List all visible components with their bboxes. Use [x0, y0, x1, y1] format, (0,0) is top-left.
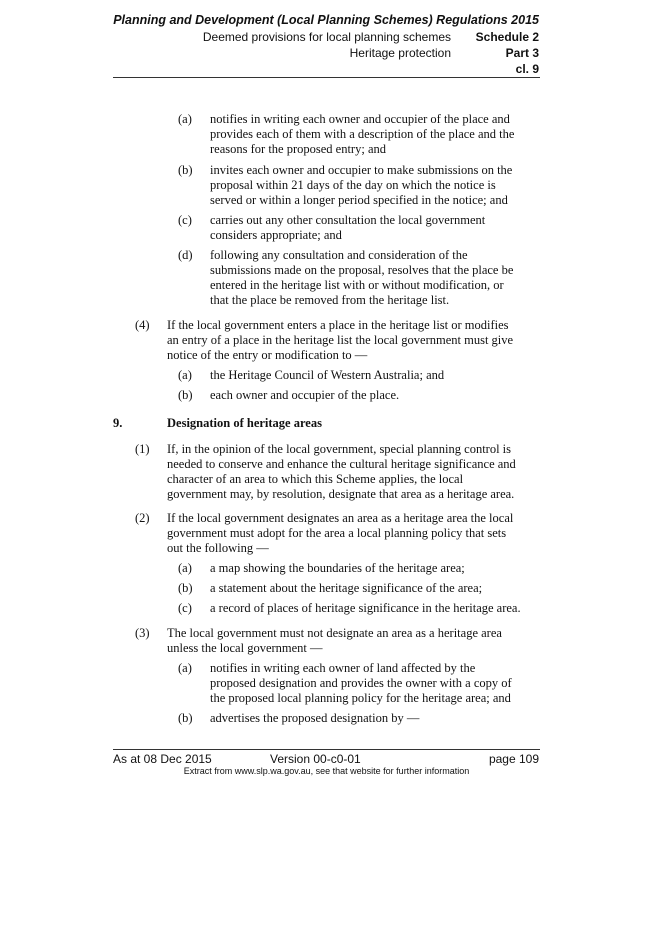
text-line: invites each owner and occupier to make submissions on the: [210, 163, 513, 177]
text-line: following any consultation and consideration of the: [210, 248, 468, 262]
footer-version: Version 00-c0-01: [270, 752, 361, 766]
item-label: (b): [178, 388, 193, 402]
text-line: notice of the entry or modification to —: [167, 348, 368, 362]
text-line: submissions made on the proposal, resolves that the place be: [210, 263, 514, 277]
section-title: Designation of heritage areas: [167, 416, 322, 430]
text-line: carries out any other consultation the local government: [210, 213, 486, 227]
subclause-label: (3): [135, 626, 150, 640]
section-number: 9.: [113, 416, 123, 430]
footer-rule: [113, 749, 540, 750]
subclause-text: [167, 626, 547, 656]
item-text: each owner and occupier of the place.: [210, 388, 400, 402]
text-line: If the local government designates an area as a heritage area the local: [167, 511, 514, 525]
footer-page-number: page 109: [488, 752, 539, 766]
item-text: [210, 711, 545, 726]
text-line: government may, by resolution, designate that area as a heritage area.: [167, 487, 515, 501]
text-line: advertises the proposed designation by —: [210, 711, 420, 725]
subclause-label: (2): [135, 511, 150, 525]
text-line: proposed designation and provides the owner with a copy of: [210, 676, 512, 690]
text-line: out the following —: [167, 541, 269, 555]
text-line: notifies in writing each owner and occupier of the place and: [210, 112, 510, 126]
header-rule: [113, 77, 540, 78]
subclause-text: [167, 511, 547, 556]
text-line: served or within a longer period specified in the notice; and: [210, 193, 508, 207]
item-text: a record of places of heritage significance in the heritage area.: [210, 601, 521, 615]
item-label: (c): [178, 213, 192, 227]
subclause-label: (1): [135, 442, 150, 456]
item-text: [210, 248, 545, 308]
text-line: character of an area to which this Scheme applies, the local: [167, 472, 464, 486]
item-text: [210, 661, 545, 706]
item-label: (b): [178, 163, 193, 177]
header-part-row: [113, 46, 539, 60]
item-label: (b): [178, 581, 193, 595]
text-line: reasons for the proposed entry; and: [210, 142, 386, 156]
item-text: a map showing the boundaries of the heritage area;: [210, 561, 465, 575]
text-line: an entry of a place in the heritage list the local government must give: [167, 333, 514, 347]
item-label: (a): [178, 661, 192, 675]
item-text: the Heritage Council of Western Australia; and: [210, 368, 445, 382]
item-label: (b): [178, 711, 193, 725]
header-part-label: Heritage protection: [349, 46, 451, 60]
text-line: If, in the opinion of the local government, special planning control is: [167, 442, 512, 456]
header-part-value: Part 3: [505, 46, 539, 60]
item-text: [210, 213, 545, 243]
text-line: provides each of them with a description of the place and the: [210, 127, 515, 141]
text-line: government must adopt for the area a local planning policy that sets: [167, 526, 507, 540]
header-clause-row: [113, 62, 539, 76]
item-label: (a): [178, 112, 192, 126]
text-line: considers appropriate; and: [210, 228, 342, 242]
text-line: notifies in writing each owner of land affected by the: [210, 661, 476, 675]
text-line: proposal within 21 days of the day on which the notice is: [210, 178, 496, 192]
item-text: a statement about the heritage significance of the area;: [210, 581, 483, 595]
subclause-label: (4): [135, 318, 150, 332]
header-clause-value: cl. 9: [515, 62, 539, 76]
item-text: [210, 163, 545, 208]
header-schedule-value: Schedule 2: [475, 30, 539, 44]
item-label: (a): [178, 368, 192, 382]
footer-date: As at 08 Dec 2015: [113, 752, 212, 766]
text-line: The local government must not designate an area as a heritage area: [167, 626, 502, 640]
item-label: (d): [178, 248, 193, 262]
item-label: (a): [178, 561, 192, 575]
text-line: needed to conserve and enhance the cultural heritage significance and: [167, 457, 516, 471]
text-line: that the place be removed from the heritage list.: [210, 293, 450, 307]
header-schedule-row: [113, 30, 539, 44]
subclause-text: [167, 442, 547, 502]
running-title: Planning and Development (Local Planning Schemes) Regulations 2015: [113, 13, 539, 27]
header-schedule-label: Deemed provisions for local planning schemes: [202, 30, 451, 44]
text-line: the proposed local planning policy for the heritage area; and: [210, 691, 511, 705]
item-text: [210, 112, 545, 157]
text-line: If the local government enters a place in the heritage list or modifies: [167, 318, 509, 332]
footer-source-note: Extract from www.slp.wa.gov.au, see that website for further information: [183, 766, 470, 776]
item-label: (c): [178, 601, 192, 615]
subclause-text: [167, 318, 547, 363]
text-line: entered in the heritage list with or without modification, or: [210, 278, 504, 292]
text-line: unless the local government —: [167, 641, 323, 655]
